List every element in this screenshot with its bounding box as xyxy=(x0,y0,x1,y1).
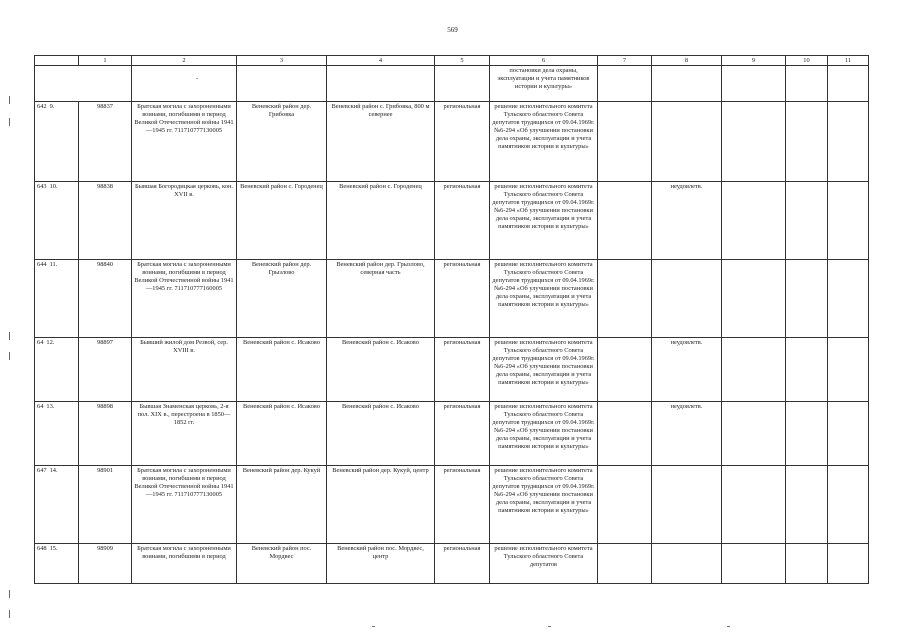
district-cell: Веневский район пос. Мордвес xyxy=(237,544,327,584)
district-cell: Веневский район с. Городенец xyxy=(237,182,327,260)
row-index-cell xyxy=(35,544,79,584)
col10-cell xyxy=(786,182,828,260)
table-row xyxy=(35,182,869,260)
name-cell: Бывшая Знаменская церковь, 2-я пол. XIX в., перестроена в 1850—1852 гг. xyxy=(132,402,237,466)
place-cell: Веневский район дер. Кукуй, центр xyxy=(327,466,435,544)
col11-cell xyxy=(828,260,869,338)
col7-cell xyxy=(598,102,652,182)
doc-cell: решение исполнительного комитета Тульского областного Совета депутатов трудящихся от 09.04.1969г. №6-294 «Об улучшении постановки дела охраны, эксплуатации и учета памятников истории и культуры» xyxy=(490,466,598,544)
header-cell: 6 xyxy=(490,56,598,66)
header-cell: 9 xyxy=(722,56,786,66)
row-index: 642 xyxy=(37,103,47,110)
table-header-row xyxy=(35,56,869,66)
header-cell: 3 xyxy=(237,56,327,66)
row-index: 64 xyxy=(37,403,44,410)
header-cell: 11 xyxy=(828,56,869,66)
col11-cell xyxy=(828,182,869,260)
row-number: 10. xyxy=(49,183,58,190)
header-cell: 8 xyxy=(652,56,722,66)
header-cell: 4 xyxy=(327,56,435,66)
category-cell: региональная xyxy=(435,102,490,182)
row-index: 643 xyxy=(37,183,47,190)
place-cell: Веневский район с. Исаково xyxy=(327,338,435,402)
doc-cell: решение исполнительного комитета Тульского областного Совета депутатов трудящихся от 09.04.1969г. №6-294 «Об улучшении постановки дела охраны, эксплуатации и учета памятников истории и культуры» xyxy=(490,402,598,466)
district-cell: Веневский район дер. Грибовка xyxy=(237,102,327,182)
row-number: 11. xyxy=(49,261,58,268)
col11-cell xyxy=(828,544,869,584)
name-cell: Братская могила с захороненными воинами, погибшими в период Великой Отечественной войны 1941—1945 гг. 711710777130005 xyxy=(132,102,237,182)
row-number: 12. xyxy=(46,339,55,346)
place-cell: Веневский район пос. Мордвес, центр xyxy=(327,544,435,584)
district-cell: Веневский район дер. Кукуй xyxy=(237,466,327,544)
header-cell: 1 xyxy=(79,56,132,66)
row-index-cell xyxy=(35,402,79,466)
col11-cell xyxy=(828,338,869,402)
code-cell: 98898 xyxy=(79,402,132,466)
code-cell: 98840 xyxy=(79,260,132,338)
doc-cell: решение исполнительного комитета Тульского областного Совета депутатов трудящихся от 09.04.1969г. №6-294 «Об улучшении постановки дела охраны, эксплуатации и учета памятников истории и культуры» xyxy=(490,182,598,260)
doc-cell: решение исполнительного комитета Тульского областного Совета депутатов трудящихся от 09.04.1969г. №6-294 «Об улучшении постановки дела охраны, эксплуатации и учета памятников истории и культуры» xyxy=(490,338,598,402)
row-number: 15. xyxy=(49,545,58,552)
col11-cell xyxy=(828,102,869,182)
col9-cell xyxy=(722,402,786,466)
condition-cell xyxy=(652,466,722,544)
table-row xyxy=(35,102,869,182)
row-index-cell xyxy=(35,466,79,544)
continuation-doc-cell: постановки дела охраны, эксплуатации и учета памятников истории и культуры» xyxy=(490,66,598,102)
header-cell: 2 xyxy=(132,56,237,66)
code-cell: 98901 xyxy=(79,466,132,544)
col7-cell xyxy=(598,466,652,544)
table-row xyxy=(35,402,869,466)
col9-cell xyxy=(722,102,786,182)
col10-cell xyxy=(786,402,828,466)
row-index-cell xyxy=(35,182,79,260)
table-row xyxy=(35,466,869,544)
condition-cell xyxy=(652,544,722,584)
category-cell: региональная xyxy=(435,182,490,260)
row-index-cell xyxy=(35,260,79,338)
condition-cell xyxy=(652,260,722,338)
district-cell: Веневский район с. Исаково xyxy=(237,402,327,466)
row-index-cell xyxy=(35,338,79,402)
code-cell: 98838 xyxy=(79,182,132,260)
col10-cell xyxy=(786,102,828,182)
col11-cell xyxy=(828,466,869,544)
code-cell: 98909 xyxy=(79,544,132,584)
col9-cell xyxy=(722,544,786,584)
row-number: 9. xyxy=(49,103,55,110)
name-cell: Бывший жилой дом Резвой, сер. XVIII в. xyxy=(132,338,237,402)
condition-cell: неудовлетв. xyxy=(652,402,722,466)
condition-cell xyxy=(652,102,722,182)
col11-cell xyxy=(828,402,869,466)
code-cell: 98837 xyxy=(79,102,132,182)
place-cell: Веневский район с. Исаково xyxy=(327,402,435,466)
place-cell: Веневский район с. Городенец xyxy=(327,182,435,260)
name-cell: Братская могила с захороненными воинами, погибшими в период Великой Отечественной войны 1941—1945 гг. 711710777160005 xyxy=(132,260,237,338)
header-cell xyxy=(35,56,79,66)
heritage-register-table xyxy=(34,55,869,584)
row-index: 644 xyxy=(37,261,47,268)
page-number: 569 xyxy=(447,26,458,34)
place-cell: Веневский район дер. Грызлово, северная часть xyxy=(327,260,435,338)
header-cell: 5 xyxy=(435,56,490,66)
name-cell: Бывшая Богородицкая церковь, кон. XVII в. xyxy=(132,182,237,260)
row-index: 64 xyxy=(37,339,44,346)
col7-cell xyxy=(598,338,652,402)
col7-cell xyxy=(598,402,652,466)
row-number: 14. xyxy=(49,467,58,474)
header-cell: 10 xyxy=(786,56,828,66)
header-cell: 7 xyxy=(598,56,652,66)
category-cell: региональная xyxy=(435,338,490,402)
category-cell: региональная xyxy=(435,544,490,584)
binding-marks xyxy=(9,0,13,640)
category-cell: региональная xyxy=(435,402,490,466)
name-cell: Братская могила с захороненными воинами, погибшими в период xyxy=(132,544,237,584)
category-cell: региональная xyxy=(435,260,490,338)
col7-cell xyxy=(598,260,652,338)
code-cell: 98897 xyxy=(79,338,132,402)
col10-cell xyxy=(786,338,828,402)
table-row xyxy=(35,544,869,584)
continuation-row xyxy=(35,66,869,102)
row-number: 13. xyxy=(46,403,55,410)
row-index-cell xyxy=(35,102,79,182)
district-cell: Веневский район дер. Грызлово xyxy=(237,260,327,338)
col7-cell xyxy=(598,182,652,260)
category-cell: региональная xyxy=(435,466,490,544)
doc-cell: решение исполнительного комитета Тульского областного Совета депутатов xyxy=(490,544,598,584)
doc-cell: решение исполнительного комитета Тульского областного Совета депутатов трудящихся от 09.04.1969г. №6-294 «Об улучшении постановки дела охраны, эксплуатации и учета памятников истории и культуры» xyxy=(490,260,598,338)
col7-cell xyxy=(598,544,652,584)
condition-cell: неудовлетв. xyxy=(652,182,722,260)
col9-cell xyxy=(722,182,786,260)
col9-cell xyxy=(722,260,786,338)
place-cell: Веневский район с. Грибовка, 800 м севернее xyxy=(327,102,435,182)
district-cell: Веневский район с. Исаково xyxy=(237,338,327,402)
continuation-dash: - xyxy=(196,75,199,82)
doc-cell: решение исполнительного комитета Тульского областного Совета депутатов трудящихся от 09.04.1969г. №6-294 «Об улучшении постановки дела охраны, эксплуатации и учета памятников истории и культуры» xyxy=(490,102,598,182)
row-index: 647 xyxy=(37,467,47,474)
table-row xyxy=(35,260,869,338)
condition-cell: неудовлетв. xyxy=(652,338,722,402)
table-row xyxy=(35,338,869,402)
col10-cell xyxy=(786,260,828,338)
col9-cell xyxy=(722,466,786,544)
col9-cell xyxy=(722,338,786,402)
row-index: 648 xyxy=(37,545,47,552)
name-cell: Братская могила с захороненными воинами, погибшими в период Великой Отечественной войны 1941—1945 гг. 711710777130005 xyxy=(132,466,237,544)
col10-cell xyxy=(786,466,828,544)
col10-cell xyxy=(786,544,828,584)
